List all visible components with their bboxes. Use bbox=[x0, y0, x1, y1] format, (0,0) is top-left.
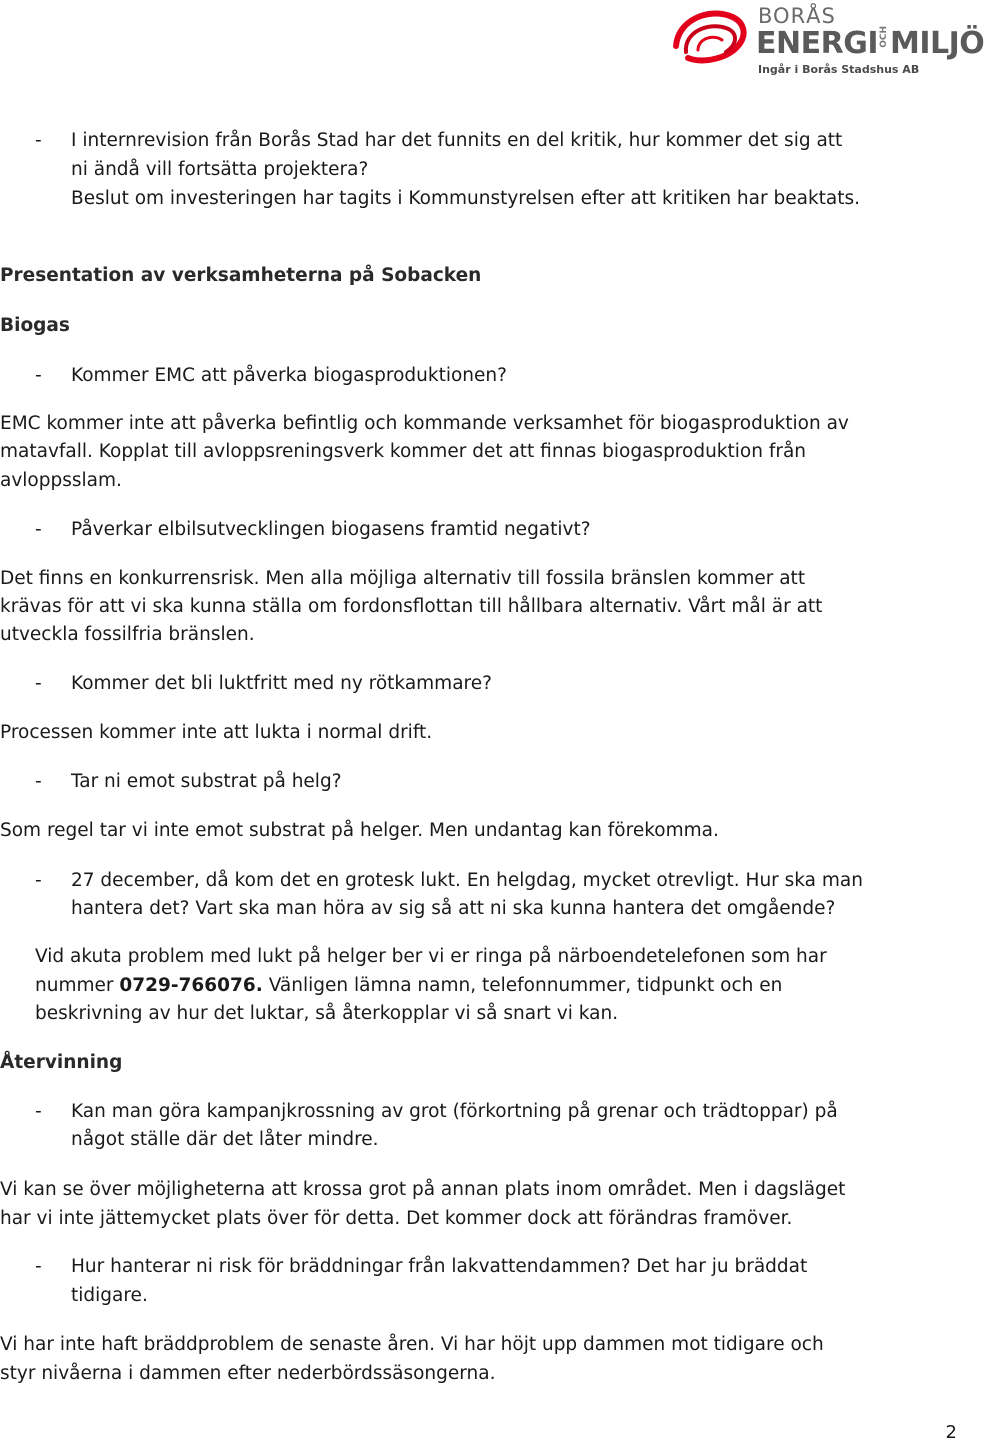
atervinning-answer-1-line-2: har vi inte jättemycket plats över för detta. Det kommer dock att förändras framöver. bbox=[0, 1208, 793, 1229]
biogas-answer-4: Som regel tar vi inte emot substrat på helger. Men undantag kan förekomma. bbox=[0, 820, 719, 841]
biogas-answer-2-line-2: krävas för att vi ska kunna ställa om fordonsflottan till hållbara alternativ. Vårt mål är att bbox=[0, 596, 823, 617]
answer-text: Vänligen lämna namn, telefonnummer, tidpunkt och en bbox=[262, 975, 783, 996]
list-dash: - bbox=[35, 1101, 42, 1122]
list-dash: - bbox=[35, 771, 42, 792]
company-logo bbox=[668, 0, 984, 80]
intro-question-line-2: ni ändå vill fortsätta projektera? bbox=[71, 159, 369, 180]
logo-subtitle: Ingår i Borås Stadshus AB bbox=[758, 63, 920, 76]
page-number: 2 bbox=[945, 1422, 957, 1443]
atervinning-question-2-line-2: tidigare. bbox=[71, 1285, 148, 1306]
biogas-answer-2-line-1: Det finns en konkurrensrisk. Men alla möjliga alternativ till fossila bränslen kommer att bbox=[0, 568, 806, 589]
biogas-question-3: Kommer det bli luktfritt med ny rötkammare? bbox=[71, 673, 492, 694]
atervinning-question-2-line-1: Hur hanterar ni risk för bräddningar från lakvattendammen? Det har ju bräddat bbox=[71, 1256, 808, 1277]
section-title: Presentation av verksamheterna på Sobacken bbox=[0, 265, 482, 286]
list-dash: - bbox=[35, 130, 42, 151]
logo-miljo: MILJÖ bbox=[889, 26, 984, 61]
atervinning-answer-2-line-2: styr nivåerna i dammen efter nederbördssäsongerna. bbox=[0, 1363, 496, 1384]
biogas-answer-5-line-2 bbox=[35, 971, 782, 1000]
logo-brand-main bbox=[756, 26, 984, 61]
logo-energi: ENERGI bbox=[756, 26, 878, 61]
atervinning-answer-1-line-1: Vi kan se över möjligheterna att krossa grot på annan plats inom området. Men i dagsläget bbox=[0, 1179, 846, 1200]
atervinning-answer-2-line-1: Vi har inte haft bräddproblem de senaste åren. Vi har höjt upp dammen mot tidigare och bbox=[0, 1334, 824, 1355]
list-dash: - bbox=[35, 1256, 42, 1277]
list-dash: - bbox=[35, 519, 42, 540]
biogas-question-2: Påverkar elbilsutvecklingen biogasens framtid negativt? bbox=[71, 519, 591, 540]
biogas-heading: Biogas bbox=[0, 315, 70, 336]
biogas-answer-2-line-3: utveckla fossilfria bränslen. bbox=[0, 624, 255, 645]
logo-och: OCH bbox=[878, 26, 889, 48]
list-dash: - bbox=[35, 870, 42, 891]
biogas-question-4: Tar ni emot substrat på helg? bbox=[71, 771, 342, 792]
logo-brand-top: BORÅS bbox=[758, 4, 836, 28]
list-dash: - bbox=[35, 365, 42, 386]
intro-question-line-1: I internrevision från Borås Stad har det funnits en del kritik, hur kommer det sig att bbox=[71, 130, 843, 151]
answer-text: nummer bbox=[35, 975, 120, 996]
biogas-answer-3: Processen kommer inte att lukta i normal drift. bbox=[0, 722, 433, 743]
biogas-answer-5-line-1: Vid akuta problem med lukt på helger ber vi er ringa på närboendetelefonen som har bbox=[35, 946, 827, 967]
biogas-answer-1-line-1: EMC kommer inte att påverka befintlig och kommande verksamhet för biogasproduktion av bbox=[0, 413, 849, 434]
atervinning-question-1-line-2: något ställe där det låter mindre. bbox=[71, 1129, 379, 1150]
biogas-answer-1-line-2: matavfall. Kopplat till avloppsreningsverk kommer det att finnas biogasproduktion från bbox=[0, 441, 807, 462]
biogas-question-5-line-1: 27 december, då kom det en grotesk lukt. En helgdag, mycket otrevligt. Hur ska man bbox=[71, 870, 863, 891]
atervinning-question-1-line-1: Kan man göra kampanjkrossning av grot (förkortning på grenar och trädtoppar) på bbox=[71, 1101, 838, 1122]
biogas-question-1: Kommer EMC att påverka biogasproduktionen? bbox=[71, 365, 507, 386]
phone-number: 0729-766076. bbox=[119, 975, 263, 996]
biogas-question-5-line-2: hantera det? Vart ska man höra av sig så att ni ska kunna hantera det omgående? bbox=[71, 898, 836, 919]
intro-answer: Beslut om investeringen har tagits i Kommunstyrelsen efter att kritiken har beaktats. bbox=[71, 188, 861, 209]
atervinning-heading: Återvinning bbox=[0, 1052, 123, 1073]
biogas-answer-5-line-3: beskrivning av hur det luktar, så återkopplar vi så snart vi kan. bbox=[35, 1003, 619, 1024]
swirl-logo-icon bbox=[668, 2, 750, 74]
biogas-answer-1-line-3: avloppsslam. bbox=[0, 470, 122, 491]
list-dash: - bbox=[35, 673, 42, 694]
